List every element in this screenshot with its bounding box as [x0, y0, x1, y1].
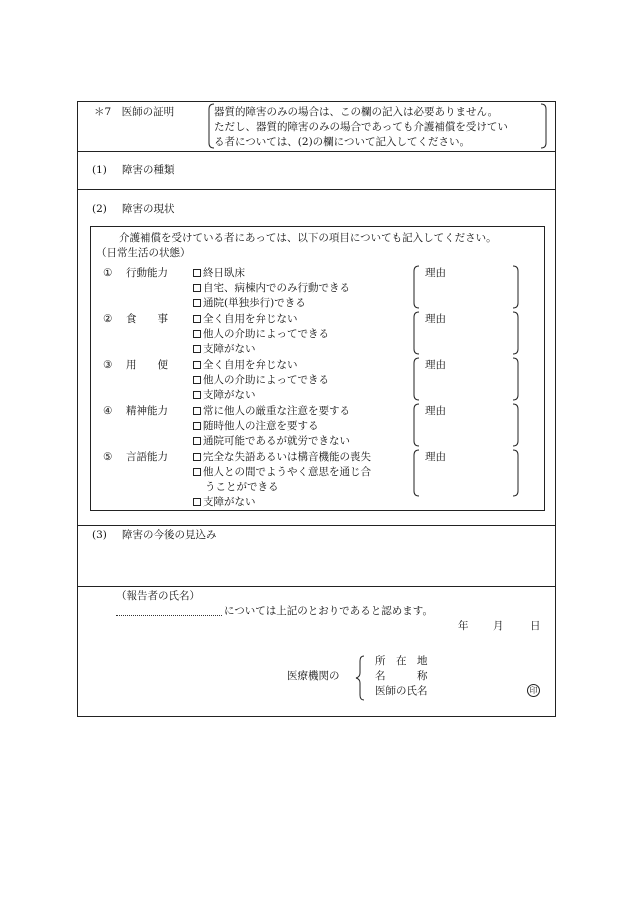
section3-title: 障害の今後の見込み	[122, 529, 217, 541]
address-label: 所 在 地	[375, 655, 428, 667]
checkbox-icon[interactable]	[193, 468, 201, 476]
item-number: ⑤	[103, 451, 113, 463]
checkbox-option[interactable]: 支障がない	[193, 390, 256, 401]
checkbox-option[interactable]: 他人の介助によってできる	[193, 375, 329, 386]
doctor-name-label: 医師の氏名	[375, 685, 428, 697]
checkbox-icon[interactable]	[193, 376, 201, 384]
checkbox-icon[interactable]	[193, 437, 201, 445]
care-intro-text: 介護補償を受けている者にあっては、以下の項目についても記入してください。	[119, 232, 497, 244]
reason-label: 理由	[425, 451, 446, 463]
checkbox-icon[interactable]	[193, 391, 201, 399]
checkbox-option[interactable]: 自宅、病棟内でのみ行動できる	[193, 283, 350, 294]
checkbox-icon[interactable]	[193, 330, 201, 338]
checkbox-option[interactable]: 支障がない	[193, 344, 256, 355]
divider-section1	[77, 189, 556, 190]
note-line-2: ただし、器質的障害のみの場合であっても介護補償を受けてい	[214, 121, 508, 133]
checkbox-icon[interactable]	[193, 498, 201, 506]
divider-section3	[77, 586, 556, 587]
checkbox-option[interactable]: 随時他人の注意を要する	[193, 421, 319, 432]
checkbox-option[interactable]: 常に他人の厳重な注意を要する	[193, 406, 350, 417]
reason-label: 理由	[425, 405, 446, 417]
note-line-1: 器質的障害のみの場合は、この欄の記入は必要ありません。	[214, 106, 499, 118]
reason-label: 理由	[425, 359, 446, 371]
checkbox-option[interactable]: 全く自用を弁じない	[193, 360, 298, 371]
item-label: 行動能力	[126, 267, 168, 279]
date-day-label: 日	[530, 620, 541, 632]
date-year-label: 年	[458, 620, 469, 632]
institution-brace	[354, 654, 366, 702]
section2-number: (2)	[92, 203, 107, 215]
checkbox-icon[interactable]	[193, 453, 201, 461]
item-number: ①	[103, 267, 113, 279]
checkbox-icon[interactable]	[193, 407, 201, 415]
institution-name-label: 名 称	[375, 670, 428, 682]
note-line-3: る者については、(2)の欄について記入してください。	[214, 136, 470, 148]
checkbox-option[interactable]: 全く自用を弁じない	[193, 314, 298, 325]
section2-title: 障害の現状	[122, 203, 175, 215]
seal-mark: 印	[527, 684, 540, 697]
item-label: 精神能力	[126, 405, 168, 417]
item-label: 用 便	[126, 359, 168, 371]
checkbox-icon[interactable]	[193, 269, 201, 277]
divider-section2	[77, 525, 556, 526]
reason-label: 理由	[425, 313, 446, 325]
section1-number: (1)	[92, 164, 107, 176]
checkbox-icon[interactable]	[193, 422, 201, 430]
checkbox-option[interactable]: 完全な失語あるいは構音機能の喪失	[193, 452, 371, 463]
checkbox-icon[interactable]	[193, 345, 201, 353]
date-month-label: 月	[493, 620, 504, 632]
note-right-bracket	[540, 101, 548, 151]
checkbox-option[interactable]: 支障がない	[193, 497, 256, 508]
checkbox-option[interactable]: 他人の介助によってできる	[193, 329, 329, 340]
checkbox-icon[interactable]	[193, 361, 201, 369]
option-continuation: うことができる	[205, 481, 279, 493]
divider-header	[77, 151, 556, 152]
reporter-name-label: （報告者の氏名）	[116, 590, 200, 602]
item-label: 言語能力	[126, 451, 168, 463]
checkbox-icon[interactable]	[193, 299, 201, 307]
checkbox-option[interactable]: 他人との間でようやく意思を通じ合	[193, 467, 371, 478]
checkbox-option[interactable]: 通院(単独歩行)できる	[193, 298, 306, 309]
checkbox-option[interactable]: 通院可能であるが就労できない	[193, 436, 350, 447]
item-number: ③	[103, 359, 113, 371]
reason-label: 理由	[425, 267, 446, 279]
section1-title: 障害の種類	[122, 164, 175, 176]
item-number: ②	[103, 313, 113, 325]
checkbox-option[interactable]: 終日臥床	[193, 268, 245, 279]
confirmation-text: については上記のとおりであると認めます。	[224, 605, 433, 617]
item-number: ④	[103, 405, 113, 417]
daily-life-subheading: （日常生活の状態）	[96, 247, 191, 259]
section3-number: (3)	[92, 529, 107, 541]
checkbox-icon[interactable]	[193, 284, 201, 292]
doctor-certificate-label: ＊7 医師の証明	[94, 106, 175, 118]
medical-institution-label: 医療機関の	[287, 670, 340, 682]
reporter-name-field[interactable]	[116, 615, 222, 616]
item-label: 食 事	[126, 313, 168, 325]
checkbox-icon[interactable]	[193, 315, 201, 323]
